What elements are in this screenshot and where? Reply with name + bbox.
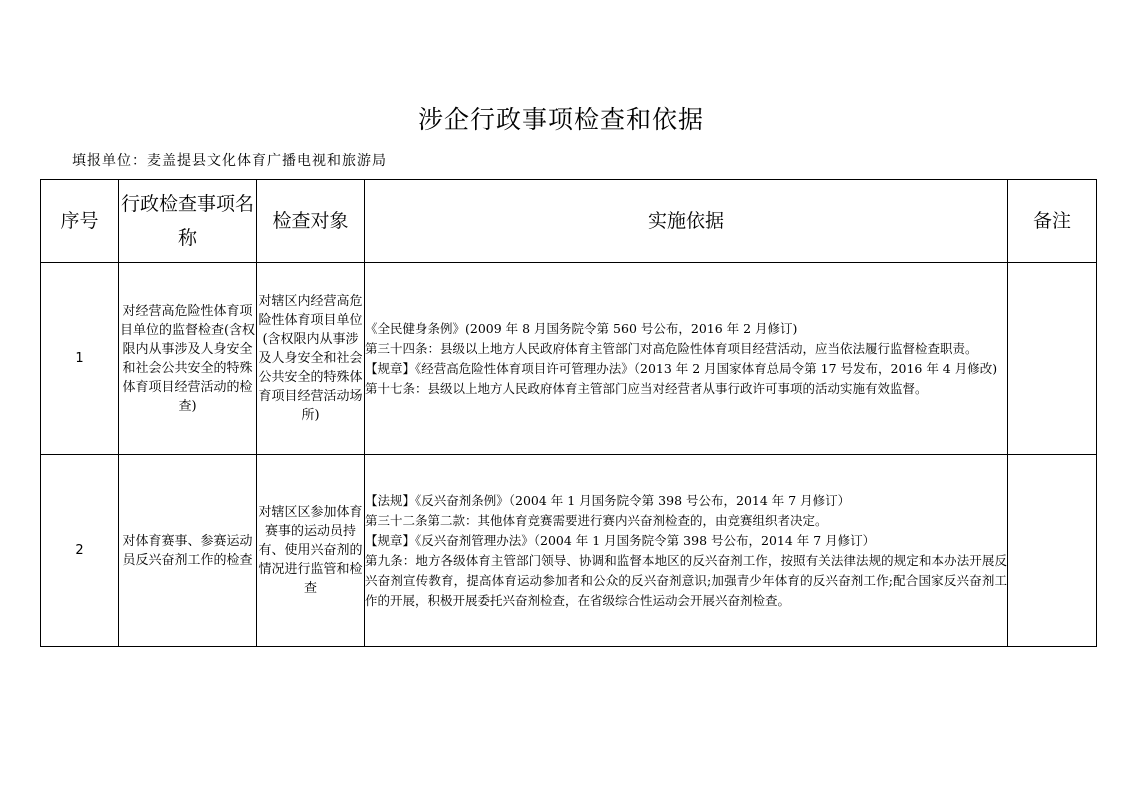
basis-line: 第九条：地方各级体育主管部门领导、协调和监督本地区的反兴奋剂工作，按照有关法律法规的规定和本办法开展反兴奋剂宣传教育，提高体育运动参加者和公众的反兴奋剂意识;加强青少年体育的反兴奋剂工作;配合国家反兴奋剂工作的开展，积极开展委托兴奋剂检查，在省级综合性运动会开展兴奋剂检查。 — [365, 552, 1007, 608]
row-note — [1008, 455, 1097, 647]
row-basis — [365, 455, 1008, 647]
table-row — [41, 263, 1097, 455]
inspection-table — [40, 179, 1097, 647]
row-basis — [365, 263, 1008, 455]
table-header-row — [41, 180, 1097, 263]
row-target: 对辖区区参加体育赛事的运动员持有、使用兴奋剂的情况进行监管和检查 — [257, 455, 365, 647]
row-note — [1008, 263, 1097, 455]
basis-line: 第三十二条第二款：其他体育竞赛需要进行赛内兴奋剂检查的，由竞赛组织者决定。 — [365, 512, 828, 528]
row-no: 2 — [41, 455, 119, 647]
reporting-unit: 填报单位：麦盖提县文化体育广播电视和旅游局 — [72, 153, 387, 169]
row-target: 对辖区内经营高危险性体育项目单位(含权限内从事涉及人身安全和社会公共安全的特殊体育项目经营活动场所) — [257, 263, 365, 455]
table-row — [41, 455, 1097, 647]
basis-line: 《全民健身条例》(2009 年 8 月国务院令第 560 号公布，2016 年 2 月修订) — [365, 320, 798, 336]
row-no: 1 — [41, 263, 119, 455]
header-target: 检查对象 — [257, 180, 365, 263]
basis-line: 【法规】《反兴奋剂条例》（2004 年 1 月国务院令第 398 号公布，2014 年 7 月修订） — [365, 492, 851, 508]
basis-line: 【规章】《反兴奋剂管理办法》（2004 年 1 月国务院令第 398 号公布，2014 年 7 月修订） — [365, 532, 876, 548]
header-note: 备注 — [1008, 180, 1097, 263]
header-basis: 实施依据 — [365, 180, 1008, 263]
basis-line: 第三十四条：县级以上地方人民政府体育主管部门对高危险性体育项目经营活动，应当依法履行监督检查职责。 — [365, 340, 978, 356]
header-item: 行政检查事项名称 — [119, 180, 257, 263]
row-item-name: 对经营高危险性体育项目单位的监督检查(含权限内从事涉及人身安全和社会公共安全的特殊体育项目经营活动的检查) — [119, 263, 257, 455]
basis-line: 【规章】《经营高危险性体育项目许可管理办法》（2013 年 2 月国家体育总局令第 17 号发布，2016 年 4 月修改) — [365, 360, 998, 376]
page-title: 涉企行政事项检查和依据 — [417, 105, 704, 134]
row-item-name: 对体育赛事、参赛运动员反兴奋剂工作的检查 — [119, 455, 257, 647]
header-no: 序号 — [41, 180, 119, 263]
basis-line: 第十七条：县级以上地方人民政府体育主管部门应当对经营者从事行政许可事项的活动实施有效监督。 — [365, 380, 928, 396]
